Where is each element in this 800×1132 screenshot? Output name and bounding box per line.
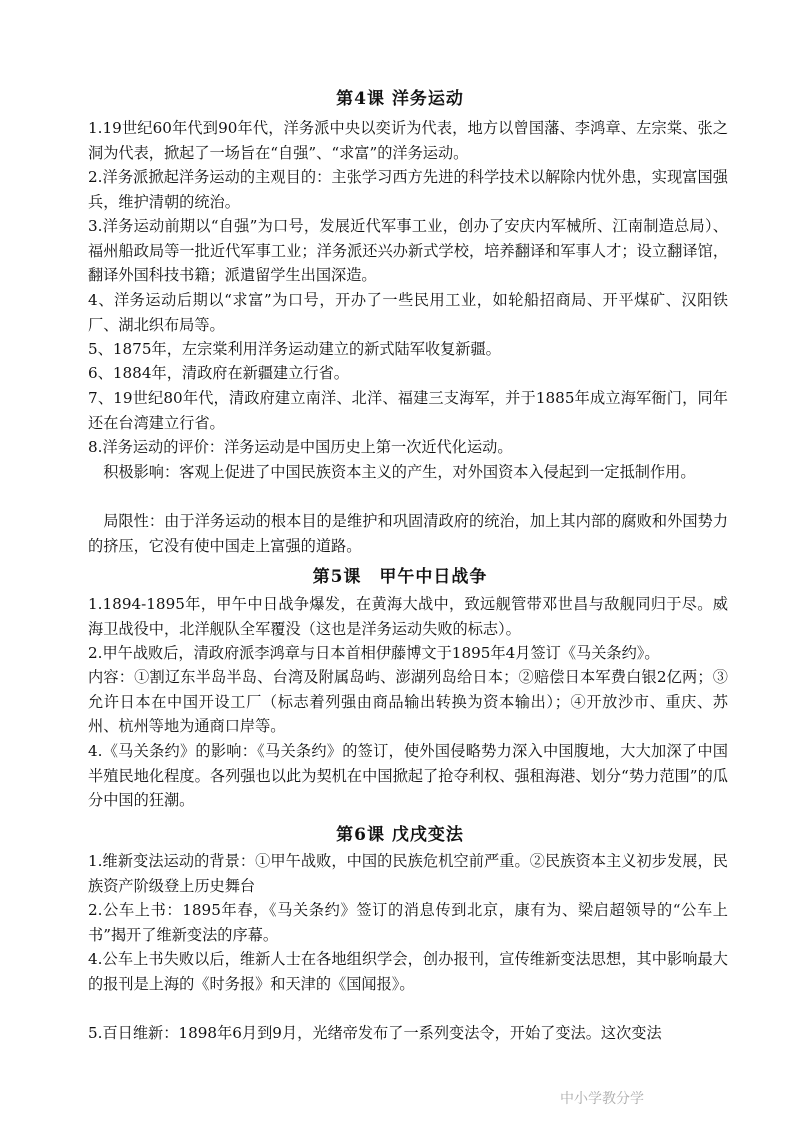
lesson-6-para-2: 2.公车上书：1895年春，《马关条约》签订的消息传到北京，康有为、梁启超领导的“公车上书”揭开了维新变法的序幕。 <box>88 901 728 944</box>
watermark: 中小学教分学 <box>560 1091 644 1107</box>
lesson-4-para-7: 7、19世纪80年代，清政府建立南洋、北洋、福建三支海军，并于1885年成立海军衙门，同年还在台湾建立行省。 <box>88 389 728 432</box>
lesson-6-title: 第6课 戊戌变法 <box>336 825 464 845</box>
lesson-5-title: 第5课 甲午中日战争 <box>312 567 488 587</box>
lesson-4-para-5: 5、1875年，左宗棠利用洋务运动建立的新式陆军收复新疆。 <box>88 340 501 358</box>
lesson-4-para-limitation: 局限性：由于洋务运动的根本目的是维护和巩固清政府的统治，加上其内部的腐败和外国势力的挤压，它没有使中国走上富强的道路。 <box>88 512 728 555</box>
lesson-4-para-2: 2.洋务派掀起洋务运动的主观目的：主张学习西方先进的科学技术以解除内忧外患，实现富国强兵，维护清朝的统治。 <box>88 168 728 211</box>
lesson-4-title: 第4课 洋务运动 <box>336 89 464 109</box>
lesson-4-para-6: 6、1884年，清政府在新疆建立行省。 <box>88 364 349 382</box>
lesson-4-para-8: 8.洋务运动的评价：洋务运动是中国历史上第一次近代化运动。 <box>88 438 513 456</box>
lesson-4-para-1: 1.19世纪60年代到90年代，洋务派中央以奕䜣为代表，地方以曾国藩、李鸿章、左宗棠、张之洞为代表，掀起了一场旨在“自强”、“求富”的洋务运动。 <box>88 119 728 162</box>
lesson-5-para-4: 4.《马关条约》的影响：《马关条约》的签订，使外国侵略势力深入中国腹地，大大加深了中国半殖民地化程度。各列强也以此为契机在中国掀起了抢夺利权、强租海港、划分“势力范围”的瓜分中国的狂潮。 <box>88 742 728 810</box>
lesson-4-para-positive: 积极影响：客观上促进了中国民族资本主义的产生，对外国资本入侵起到一定抵制作用。 <box>103 463 696 481</box>
lesson-5-para-2: 2.甲午战败后，清政府派李鸿章与日本首相伊藤博文于1895年4月签订《马关条约》。 <box>88 644 660 662</box>
lesson-4-para-3: 3.洋务运动前期以“自强”为口号，发展近代军事工业，创办了安庆内军械所、江南制造总局）、福州船政局等一批近代军事工业；洋务派还兴办新式学校，培养翻译和军事人才；设立翻译馆，翻译外国科技书籍；派遣留学生出国深造。 <box>88 217 728 285</box>
lesson-5-para-1: 1.1894-1895年，甲午中日战争爆发，在黄海大战中，致远舰管带邓世昌与敌舰同归于尽。威海卫战役中，北洋舰队全军覆没（这也是洋务运动失败的标志）。 <box>88 595 728 638</box>
lesson-5-para-content: 内容：①割辽东半岛半岛、台湾及附属岛屿、澎湖列岛给日本；②赔偿日本军费白银2亿两；③允许日本在中国开设工厂（标志着列强由商品输出转换为资本输出）；④开放沙市、重庆、苏州、杭州等地为通商口岸等。 <box>88 668 728 736</box>
lesson-4-para-4: 4、洋务运动后期以“求富”为口号，开办了一些民用工业，如轮船招商局、开平煤矿、汉阳铁厂、湖北织布局等。 <box>88 291 728 334</box>
lesson-6-para-4: 4.公车上书失败以后，维新人士在各地组织学会，创办报刊，宣传维新变法思想，其中影响最大的报刊是上海的《时务报》和天津的《国闻报》。 <box>88 950 728 993</box>
lesson-6-para-5: 5.百日维新：1898年6月到9月，光绪帝发布了一系列变法令，开始了变法。这次变法 <box>88 1024 662 1042</box>
lesson-6-para-1: 1.维新变法运动的背景：①甲午战败，中国的民族危机空前严重。②民族资本主义初步发展，民族资产阶级登上历史舞台 <box>88 852 728 895</box>
